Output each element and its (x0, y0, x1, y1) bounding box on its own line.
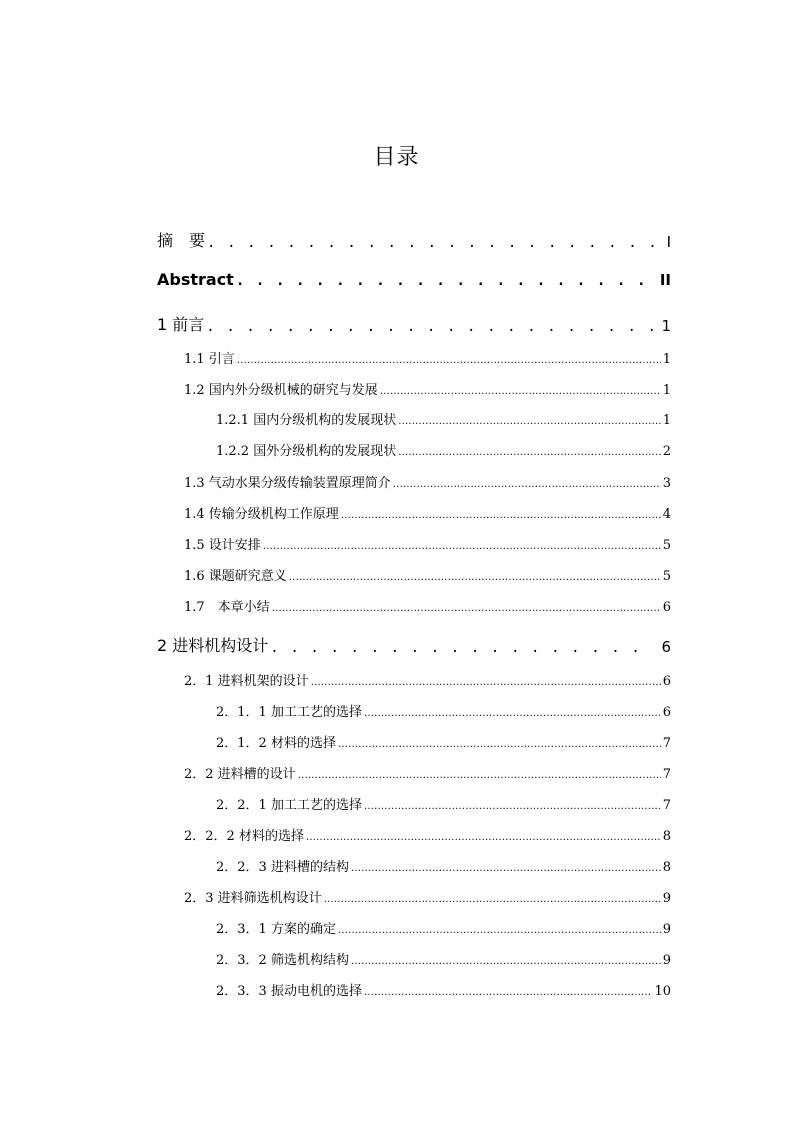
dot-leader (298, 767, 661, 782)
toc-entry[interactable] (216, 980, 671, 999)
toc-entry[interactable] (216, 732, 671, 751)
toc-entry-page: 7 (662, 798, 671, 813)
dot-leader (237, 352, 661, 367)
dot-leader (289, 569, 661, 584)
toc-entry[interactable] (184, 596, 671, 615)
toc-title: 目录 (373, 145, 420, 170)
toc-entry-page: 6 (662, 674, 671, 689)
toc-entry[interactable] (184, 887, 671, 906)
toc-entry-page: 1 (661, 317, 671, 335)
toc-entry-label: Abstract (157, 270, 234, 289)
toc-entry-label: 2．1 进料机架的设计 (184, 674, 309, 689)
toc-entry-label: 1.2.2 国外分级机构的发展现状 (216, 444, 397, 459)
toc-entry-page: 7 (662, 767, 671, 782)
dot-leader (351, 860, 661, 875)
toc-entry-label: 2．1．2 材料的选择 (216, 736, 336, 751)
toc-entry-label: 1.4 传输分级机构工作原理 (184, 507, 339, 522)
toc-entry-page: 1 (662, 413, 671, 428)
toc-entry-label: 2．3．1 方案的确定 (216, 922, 336, 937)
toc-entry-label: 2．3 进料筛选机构设计 (184, 891, 322, 906)
toc-entry-label: 2．2 进料槽的设计 (184, 767, 296, 782)
toc-entry-label: 摘 要 (157, 231, 206, 250)
toc-entry-page: 1 (662, 383, 671, 398)
toc-entry-label: 1.3 气动水果分级传输装置原理简介 (184, 476, 391, 491)
dot-leader (338, 922, 661, 937)
dot-leader (364, 798, 661, 813)
dot-leader (398, 444, 661, 459)
toc-entry-label: 1.2 国内外分级机械的研究与发展 (184, 383, 378, 398)
dot-leader (236, 270, 652, 289)
dot-leader (272, 600, 661, 615)
toc-entry-label: 2．3．3 振动电机的选择 (216, 984, 362, 999)
toc-entry-page: 7 (662, 736, 671, 751)
toc-entry-page: 5 (662, 538, 671, 553)
toc-entry[interactable] (216, 409, 671, 428)
toc-entry-label: 1.6 课题研究意义 (184, 569, 287, 584)
toc-entry-label: 1 前言 (157, 315, 205, 334)
dot-leader (364, 705, 661, 720)
toc-entry-page: 2 (662, 444, 671, 459)
toc-entry[interactable] (216, 949, 671, 968)
toc-entry-label: 2．2．3 进料槽的结构 (216, 860, 349, 875)
dot-leader (306, 829, 661, 844)
toc-entry-label: 2．2．2 材料的选择 (184, 829, 304, 844)
toc-entry-page: 8 (662, 860, 671, 875)
toc-entry[interactable] (184, 503, 671, 522)
toc-entry-label: 1.5 设计安排 (184, 538, 261, 553)
toc-entry[interactable] (184, 348, 671, 367)
dot-leader (270, 637, 653, 656)
toc-entry[interactable] (216, 794, 671, 813)
dot-leader (341, 507, 661, 522)
toc-entry[interactable] (157, 270, 671, 289)
toc-entry-page: 10 (654, 984, 671, 999)
toc-entry[interactable] (184, 670, 671, 689)
toc-entry-label: 2 进料机构设计 (157, 636, 269, 655)
toc-entry[interactable] (184, 472, 671, 491)
toc-entry-page: 6 (661, 638, 671, 656)
toc-entry-page: 9 (662, 922, 671, 937)
dot-leader (207, 232, 659, 251)
dot-leader (364, 984, 653, 999)
toc-entry[interactable] (184, 534, 671, 553)
toc-entry-page: 6 (662, 705, 671, 720)
toc-entry-label: 2．3．2 筛选机构结构 (216, 953, 349, 968)
dot-leader (263, 538, 661, 553)
toc-entry-page: II (659, 271, 671, 289)
toc-entry[interactable] (157, 228, 671, 251)
toc-entry-page: 6 (662, 600, 671, 615)
toc-entry-page: 4 (662, 507, 671, 522)
toc-entry-page: I (666, 233, 671, 251)
toc-entry[interactable] (157, 312, 671, 335)
toc-entry[interactable] (216, 701, 671, 720)
toc-entry-page: 5 (662, 569, 671, 584)
toc-entry-page: 9 (662, 953, 671, 968)
dot-leader (324, 891, 661, 906)
toc-entry-page: 9 (662, 891, 671, 906)
toc-entry-page: 8 (662, 829, 671, 844)
dot-leader (311, 674, 661, 689)
toc-entry[interactable] (184, 763, 671, 782)
toc-entry[interactable] (216, 440, 671, 459)
toc-entry-label: 1.2.1 国内分级机构的发展现状 (216, 413, 397, 428)
toc-entry[interactable] (184, 379, 671, 398)
toc-entry-label: 1.7 本章小结 (184, 600, 270, 615)
toc-entry-page: 1 (662, 352, 671, 367)
dot-leader (398, 413, 661, 428)
dot-leader (338, 736, 661, 751)
dot-leader (380, 383, 661, 398)
toc-entry[interactable] (216, 856, 671, 875)
toc-entry[interactable] (216, 918, 671, 937)
dot-leader (351, 953, 661, 968)
toc-entry-page: 3 (662, 476, 671, 491)
dot-leader (206, 316, 653, 335)
dot-leader (393, 476, 661, 491)
toc-entry-label: 2．1．1 加工工艺的选择 (216, 705, 362, 720)
toc-entry[interactable] (184, 825, 671, 844)
toc-entry-label: 2．2．1 加工工艺的选择 (216, 798, 362, 813)
toc-entry[interactable] (157, 633, 671, 656)
toc-entry-label: 1.1 引言 (184, 352, 235, 367)
toc-entry[interactable] (184, 565, 671, 584)
